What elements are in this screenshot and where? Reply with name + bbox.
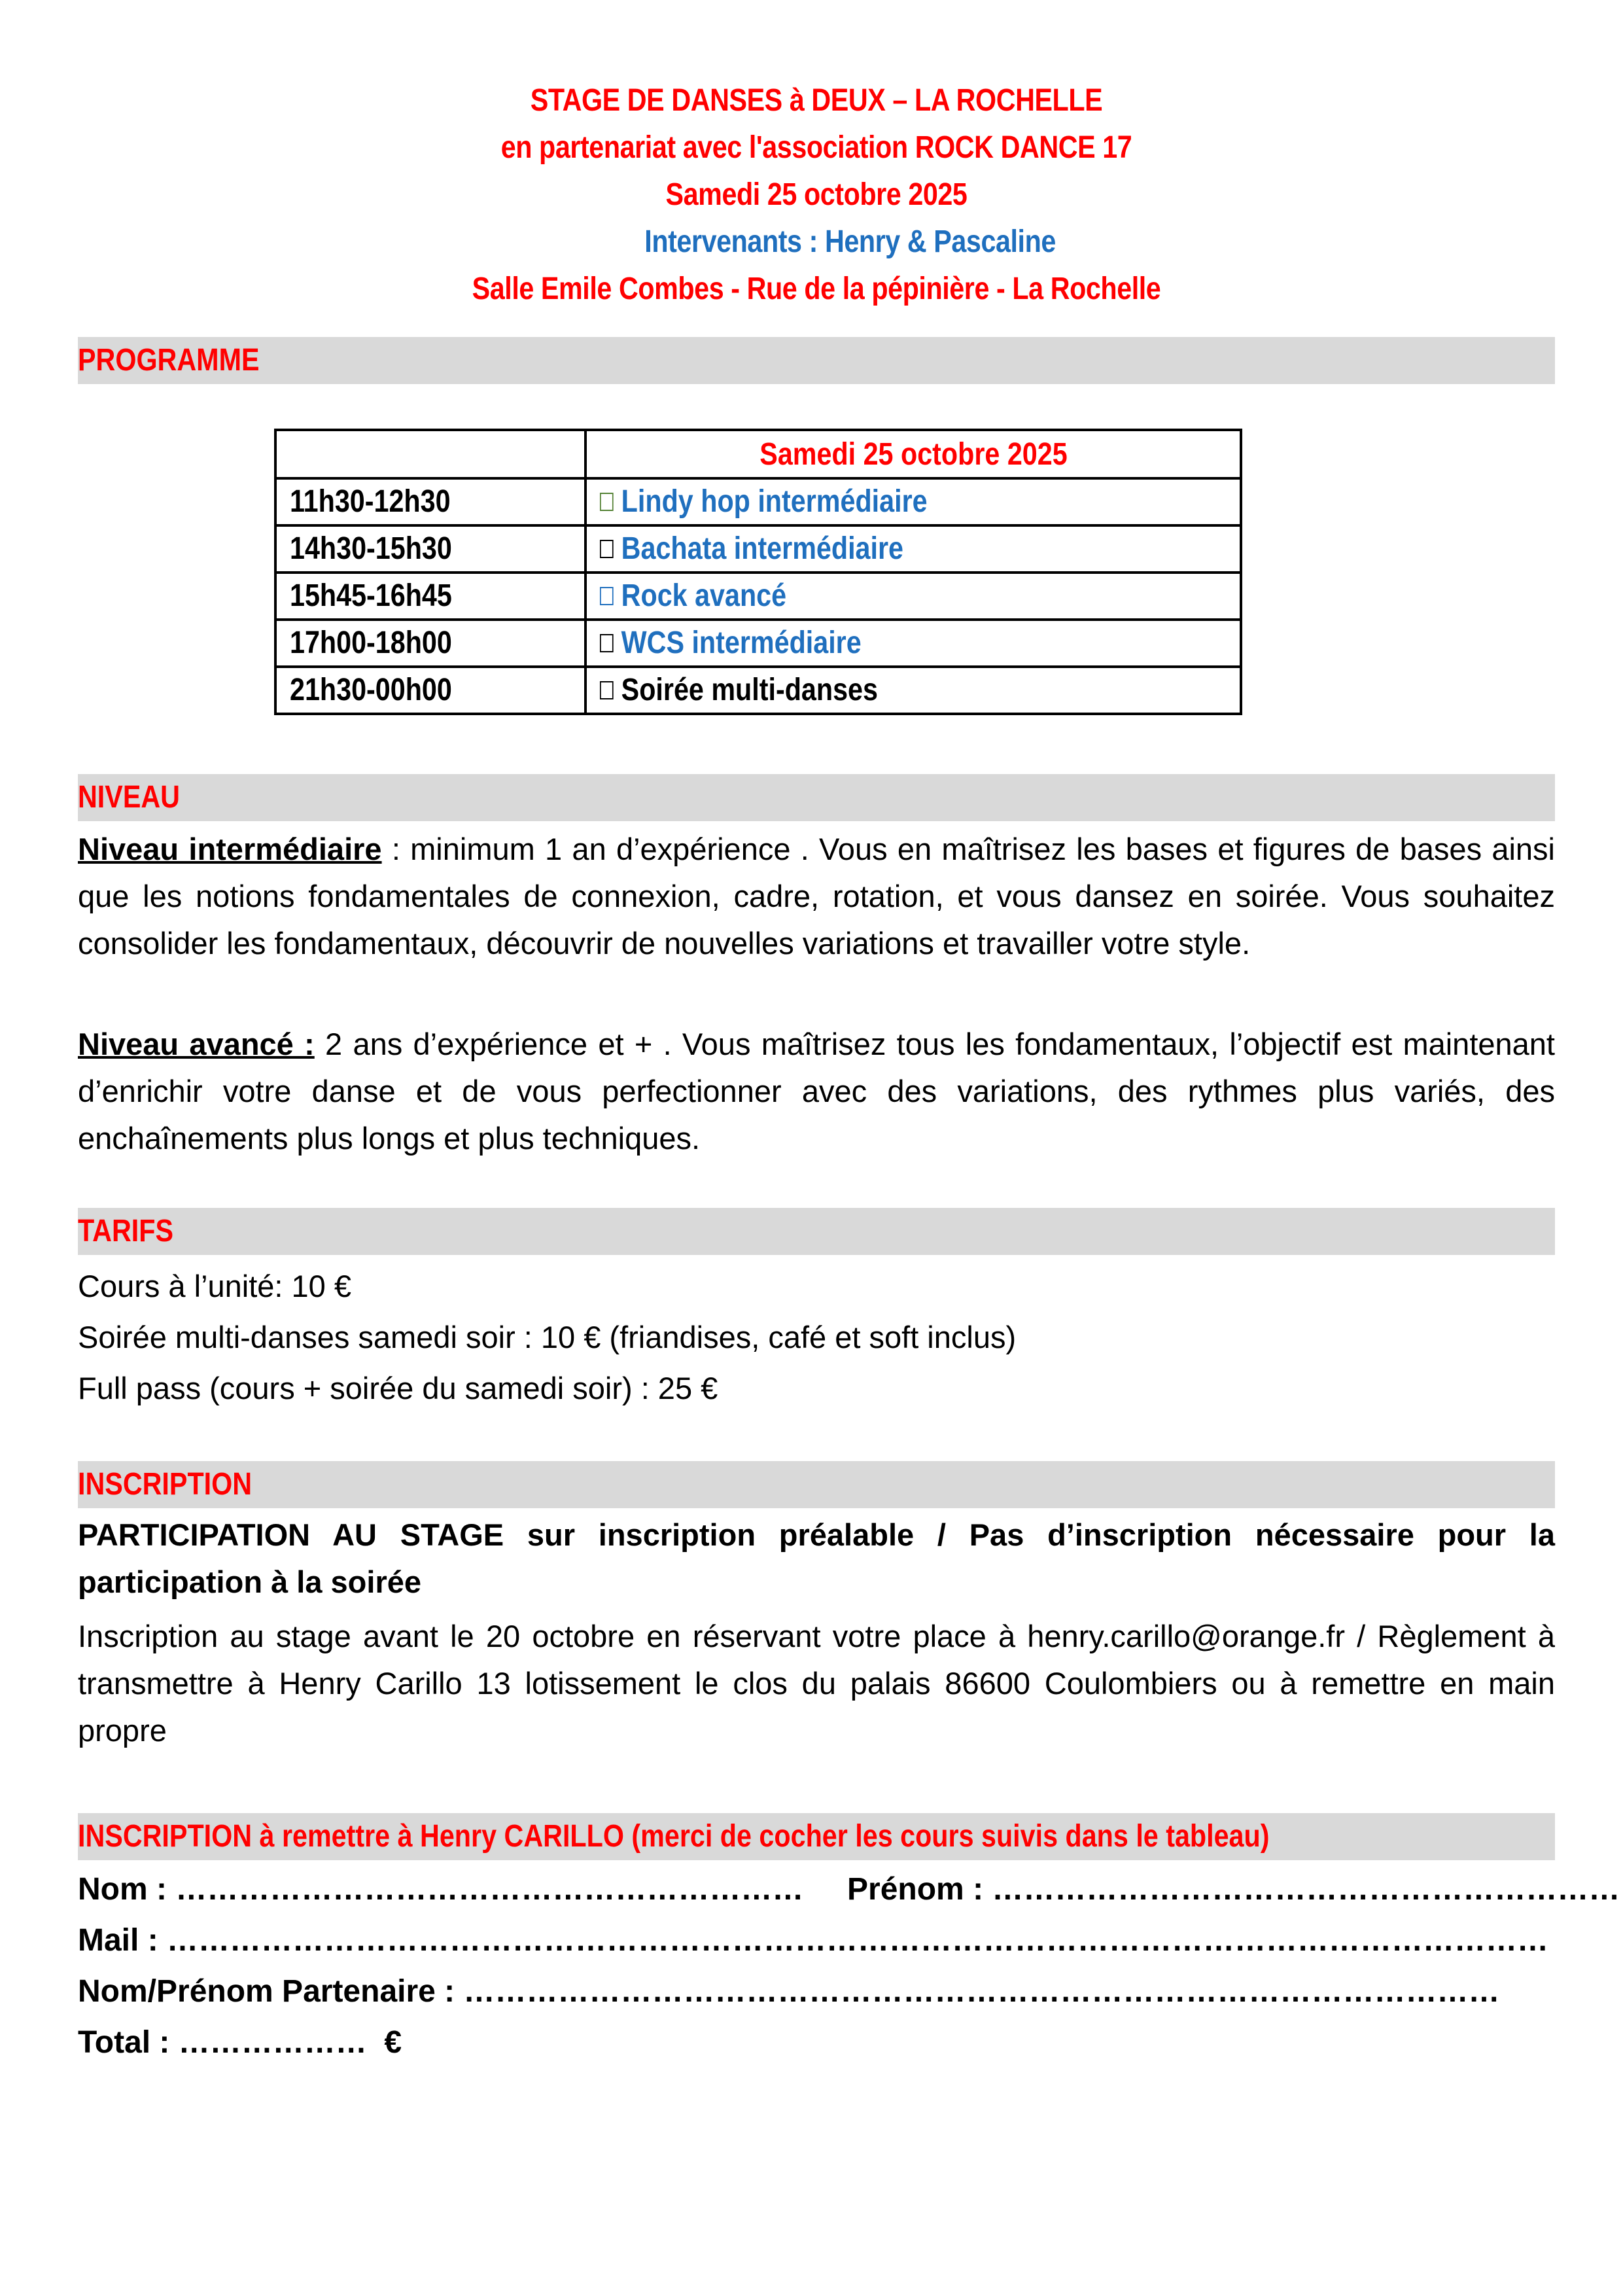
- section-inscription: [78, 1461, 1555, 1508]
- section-heading: NIVEAU: [78, 780, 180, 815]
- partner-row: [78, 1968, 1500, 2015]
- course-label: Bachata intermédiaire: [621, 531, 904, 566]
- course-cell: [585, 620, 1241, 667]
- course-label: Rock avancé: [621, 578, 787, 613]
- prenom-label: Prénom :: [847, 1872, 992, 1907]
- checkbox-icon[interactable]: [600, 493, 614, 511]
- total-label: Total :: [78, 2025, 179, 2060]
- table-row: [275, 573, 1241, 620]
- total-field[interactable]: ………………: [178, 2025, 367, 2060]
- price-item: Soirée multi-danses samedi soir : 10 € (friandises, café et soft inclus): [78, 1320, 1017, 1354]
- event-date: Samedi 25 octobre 2025: [665, 177, 968, 212]
- nom-field[interactable]: ……………………………………………………: [175, 1872, 804, 1907]
- table-column-header: Samedi 25 octobre 2025: [585, 430, 1241, 478]
- time-cell: 17h00-18h00: [275, 620, 585, 667]
- section-tarifs: [78, 1208, 1555, 1255]
- section-heading: INSCRIPTION à remettre à Henry CARILLO (merci de cocher les cours suivis dans le tableau): [78, 1819, 1270, 1854]
- section-heading: TARIFS: [78, 1214, 173, 1248]
- intermediate-level-text: : minimum 1 an d’expérience . Vous en maîtrisez les bases et figures de bases ainsi que les notions fondamentales de connexion, cadre, rotation, et vous dansez en soirée. Vous souhaitez consolider les fondamentaux, découvrir de nouvelles variations et travailler votre style.: [78, 832, 1555, 961]
- mail-label: Mail :: [78, 1923, 167, 1958]
- participation-notice: PARTICIPATION AU STAGE sur inscription préalable / Pas d’inscription nécessaire pour la participation à la soirée: [78, 1517, 1555, 1599]
- course-cell: [585, 667, 1241, 714]
- advanced-level-paragraph: [78, 1021, 1555, 1162]
- checkbox-icon[interactable]: [600, 634, 614, 652]
- partnership-line: en partenariat avec l'association ROCK DANCE 17: [500, 130, 1132, 165]
- price-item: Full pass (cours + soirée du samedi soir) : 25 €: [78, 1371, 718, 1405]
- intermediate-level-paragraph: [78, 826, 1555, 967]
- prenom-field[interactable]: ……………………………………………………: [992, 1872, 1620, 1907]
- table-row: [275, 478, 1241, 525]
- mail-row: [78, 1917, 1548, 1964]
- partner-field[interactable]: ………………………………………………………………………………………: [463, 1974, 1500, 2009]
- time-cell: 15h45-16h45: [275, 573, 585, 620]
- advanced-level-label: Niveau avancé :: [78, 1027, 315, 1061]
- table-row: [275, 620, 1241, 667]
- course-cell: [585, 573, 1241, 620]
- euro-symbol: €: [384, 2025, 402, 2060]
- nom-label: Nom :: [78, 1872, 176, 1907]
- checkbox-icon[interactable]: [600, 587, 614, 605]
- course-label: Soirée multi-danses: [621, 673, 878, 707]
- section-registration-form: [78, 1813, 1555, 1860]
- course-cell: [585, 525, 1241, 573]
- price-item: Cours à l’unité: 10 €: [78, 1269, 352, 1303]
- course-label: Lindy hop intermédiaire: [621, 484, 928, 519]
- total-row: [78, 2019, 402, 2066]
- venue-line: Salle Emile Combes - Rue de la pépinière - La Rochelle: [472, 272, 1161, 306]
- checkbox-icon[interactable]: [600, 681, 614, 699]
- course-cell: [585, 478, 1241, 525]
- nom-prenom-row: [78, 1866, 1620, 1913]
- checkbox-icon[interactable]: [600, 540, 614, 558]
- table-row: [275, 525, 1241, 573]
- header: [78, 77, 1555, 313]
- registration-details: Inscription au stage avant le 20 octobre en réservant votre place à henry.carillo@orange.fr / Règlement à transmettre à Henry Carillo 13 lotissement le clos du palais 86600 Coulombiers ou à remettre en main propre: [78, 1619, 1555, 1748]
- section-heading: INSCRIPTION: [78, 1467, 253, 1502]
- table-header-row: [275, 430, 1241, 478]
- event-title: STAGE DE DANSES à DEUX – LA ROCHELLE: [530, 83, 1103, 118]
- programme-table: [274, 429, 1242, 715]
- table-corner-cell: [275, 430, 585, 478]
- time-cell: 21h30-00h00: [275, 667, 585, 714]
- mail-field[interactable]: ……………………………………………………………………………………………………………………: [167, 1923, 1549, 1958]
- section-niveau: [78, 774, 1555, 821]
- course-label: WCS intermédiaire: [621, 626, 862, 660]
- advanced-level-text: 2 ans d’expérience et + . Vous maîtrisez tous les fondamentaux, l’objectif est maintenant d’enrichir votre danse et de vous perfectionner avec des variations, des rythmes plus variés, des enchaînements plus longs et plus techniques.: [78, 1027, 1555, 1156]
- intermediate-level-label: Niveau intermédiaire: [78, 832, 382, 866]
- section-programme: [78, 337, 1555, 384]
- table-row: [275, 667, 1241, 714]
- section-heading: PROGRAMME: [78, 343, 260, 378]
- time-cell: 14h30-15h30: [275, 525, 585, 573]
- instructors-line: Intervenants : Henry & Pascaline: [644, 224, 1056, 259]
- partner-label: Nom/Prénom Partenaire :: [78, 1974, 464, 2009]
- time-cell: 11h30-12h30: [275, 478, 585, 525]
